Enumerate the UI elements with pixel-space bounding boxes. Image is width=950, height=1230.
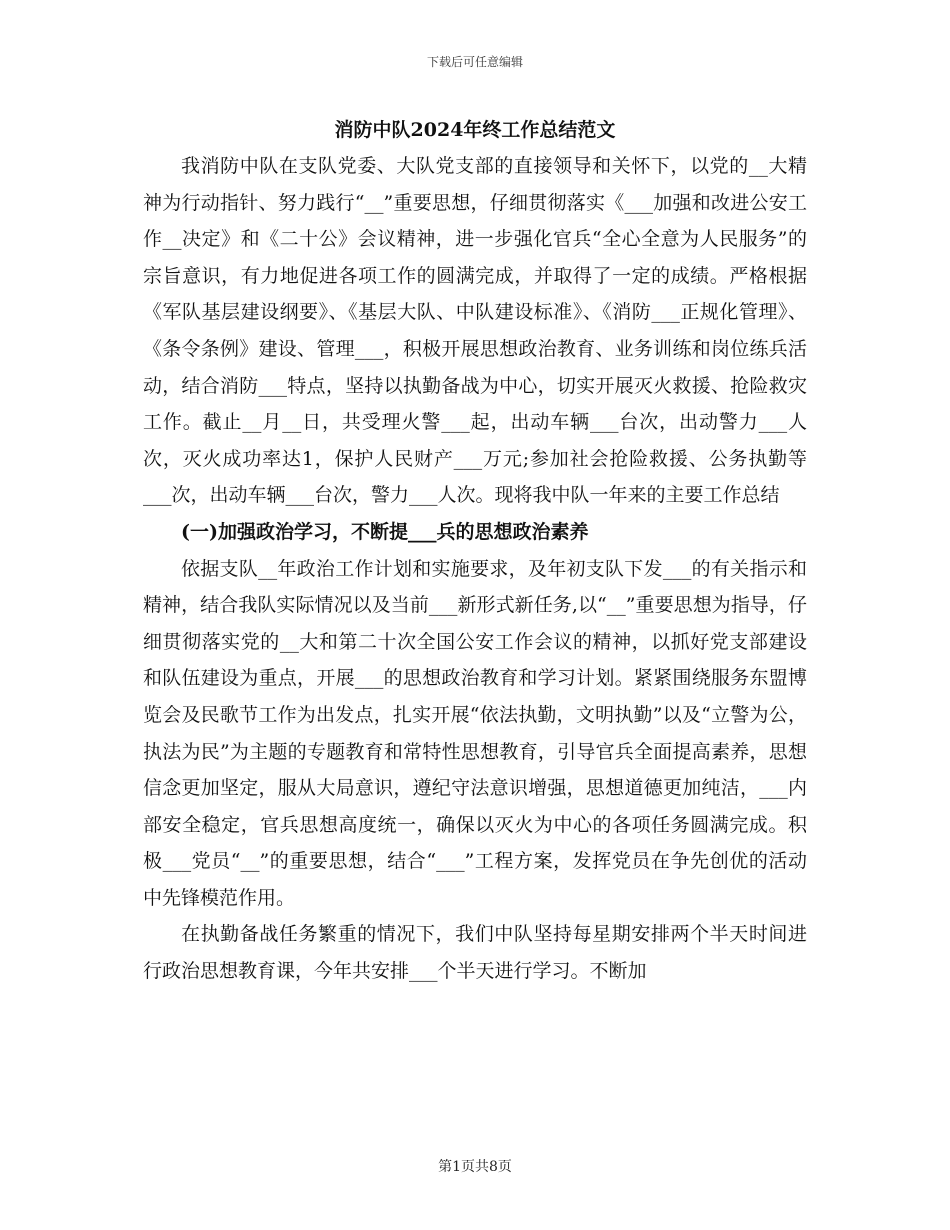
paragraph-intro: 我消防中队在支队党委、大队党支部的直接领导和关怀下，以党的__大精神为行动指针、努力践行“__”重要思想，仔细贯彻落实《___加强和改进公安工作__决定》和《二十公》会议精神，进一步强化官兵“全心全意为人民服务”的宗旨意识，有力地促进各项工作的圆满完成，并取得了一定的成绩。严格根据《军队基层建设纲要》、《基层大队、中队建设标准》、《消防___正规化管理》、《条令条例》建设、管理___，积极开展思想政治教育、业务训练和岗位练兵活动，结合消防___特点，坚持以执勤备战为中心，切实开展灭火救援、抢险救灾工作。截止__月__日，共受理火警___起，出动车辆___台次，出动警力___人次，灭火成功率达1，保护人民财产___万元;参加社会抢险救援、公务执勤等___次，出动车辆___台次，警力___人次。现将我中队一年来的主要工作总结 <box>143 155 807 507</box>
document-body <box>143 112 807 990</box>
paragraph-section-1: 依据支队__年政治工作计划和实施要求，及年初支队下发___的有关指示和精神，结合我队实际情况以及当前___新形式新任务,以“__”重要思想为指导，仔细贯彻落实党的__大和第二十次全国公安工作会议的精神，以抓好党支部建设和队伍建设为重点，开展___的思想政治教育和学习计划。紧紧围绕服务东盟博览会及民歌节工作为出发点，扎实开展“依法执勤，文明执勤”以及“立警为公，执法为民”为主题的专题教育和常特性思想教育，引导官兵全面提高素养，思想信念更加坚定，服从大局意识，遵纪守法意识增强，思想道德更加纯洁，___内部安全稳定，官兵思想高度统一，确保以灭火为中心的各项任务圆满完成。积极___党员“__”的重要思想，结合“___”工程方案，发挥党员在争先创优的活动中先锋模范作用。 <box>143 557 807 909</box>
page-number: 第1页共8页 <box>438 1159 512 1175</box>
header-note: 下载后可任意编辑 <box>426 55 523 69</box>
paragraph-duty: 在执勤备战任务繁重的情况下，我们中队坚持每星期安排两个半天时间进行政治思想教育课，今年共安排___个半天进行学习。不断加 <box>143 923 807 983</box>
document-title: 消防中队2024年终工作总结范文 <box>334 119 616 141</box>
section-heading-1: (一)加强政治学习，不断提___兵的思想政治素养 <box>181 520 589 543</box>
